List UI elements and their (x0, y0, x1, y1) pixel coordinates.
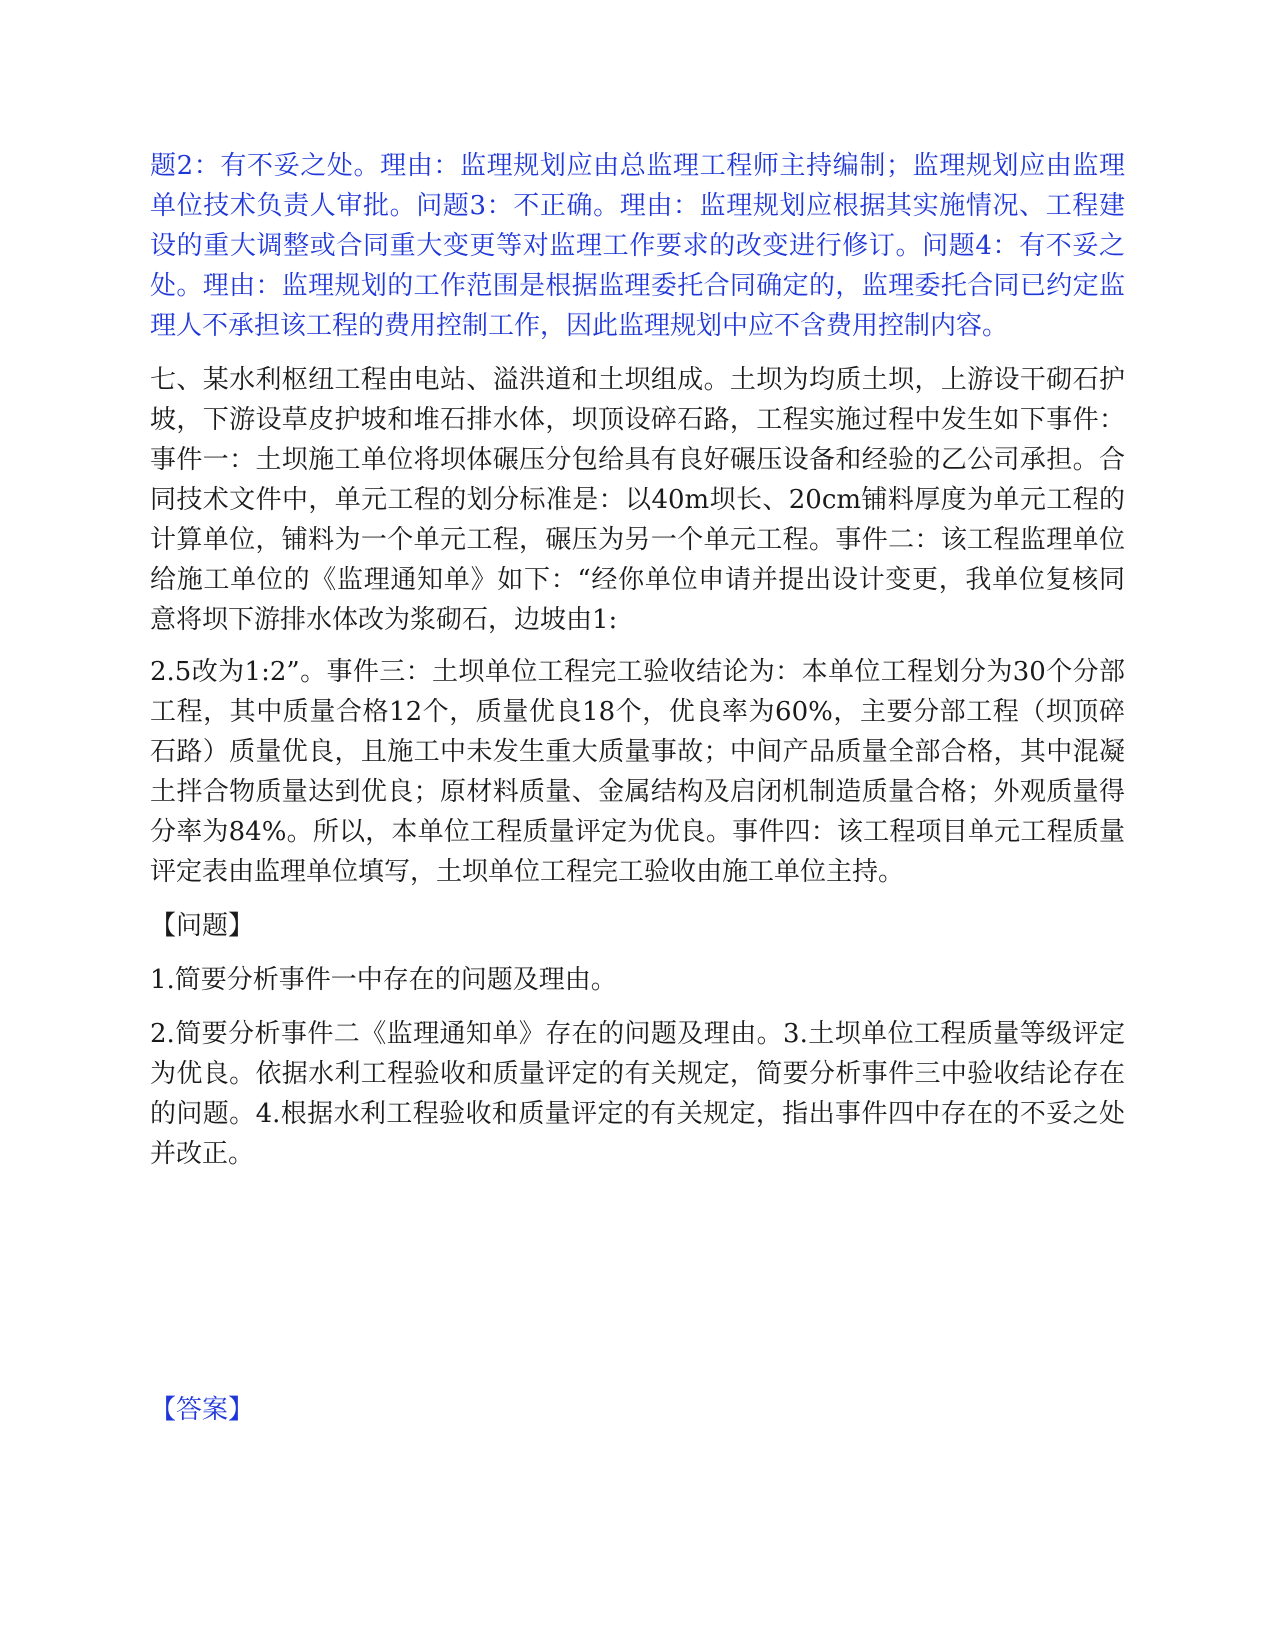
answer-heading: 【答案】 (150, 1395, 255, 1425)
previous-answer-text: 题2：有不妥之处。理由：监理规划应由总监理工程师主持编制；监理规划应由监理单位技术负责人审批。问题3：不正确。理由：监理规划应根据其实施情况、工程建设的重大调整或合同重大变更等对监理工作要求的改变进行修订。问题4：有不妥之处。理由：监理规划的工作范围是根据监理委托合同确定的，监理委托合同已约定监理人不承担该工程的费用控制工作，因此监理规划中应不含费用控制内容。 (150, 151, 1125, 341)
question-item-1: 1.简要分析事件一中存在的问题及理由。 (150, 965, 617, 995)
document-body (150, 146, 1125, 1174)
question-seven-paragraph-1: 七、某水利枢纽工程由电站、溢洪道和土坝组成。土坝为均质土坝，上游设干砌石护坡，下游设草皮护坡和堆石排水体，坝顶设碎石路，工程实施过程中发生如下事件：事件一：土坝施工单位将坝体碾压分包给具有良好碾压设备和经验的乙公司承担。合同技术文件中，单元工程的划分标准是：以40m坝长、20cm铺料厚度为单元工程的计算单位，铺料为一个单元工程，碾压为另一个单元工程。事件二：该工程监理单位给施工单位的《监理通知单》如下：“经你单位申请并提出设计变更，我单位复核同意将坝下游排水体改为浆砌石，边坡由1: (150, 365, 1125, 635)
question-item-2-4: 2.简要分析事件二《监理通知单》存在的问题及理由。3.土坝单位工程质量等级评定为优良。依据水利工程验收和质量评定的有关规定，简要分析事件三中验收结论存在的问题。4.根据水利工程验收和质量评定的有关规定，指出事件四中存在的不妥之处并改正。 (150, 1019, 1125, 1169)
question-seven-paragraph-2: 2.5改为1:2”。事件三：土坝单位工程完工验收结论为：本单位工程划分为30个分部工程，其中质量合格12个，质量优良18个，优良率为60%，主要分部工程（坝顶碎石路）质量优良，且施工中未发生重大质量事故；中间产品质量全部合格，其中混凝土拌合物质量达到优良；原材料质量、金属结构及启闭机制造质量合格；外观质量得分率为84%。所以，本单位工程质量评定为优良。事件四：该工程项目单元工程质量评定表由监理单位填写，土坝单位工程完工验收由施工单位主持。 (150, 657, 1125, 887)
question-heading: 【问题】 (150, 911, 255, 941)
